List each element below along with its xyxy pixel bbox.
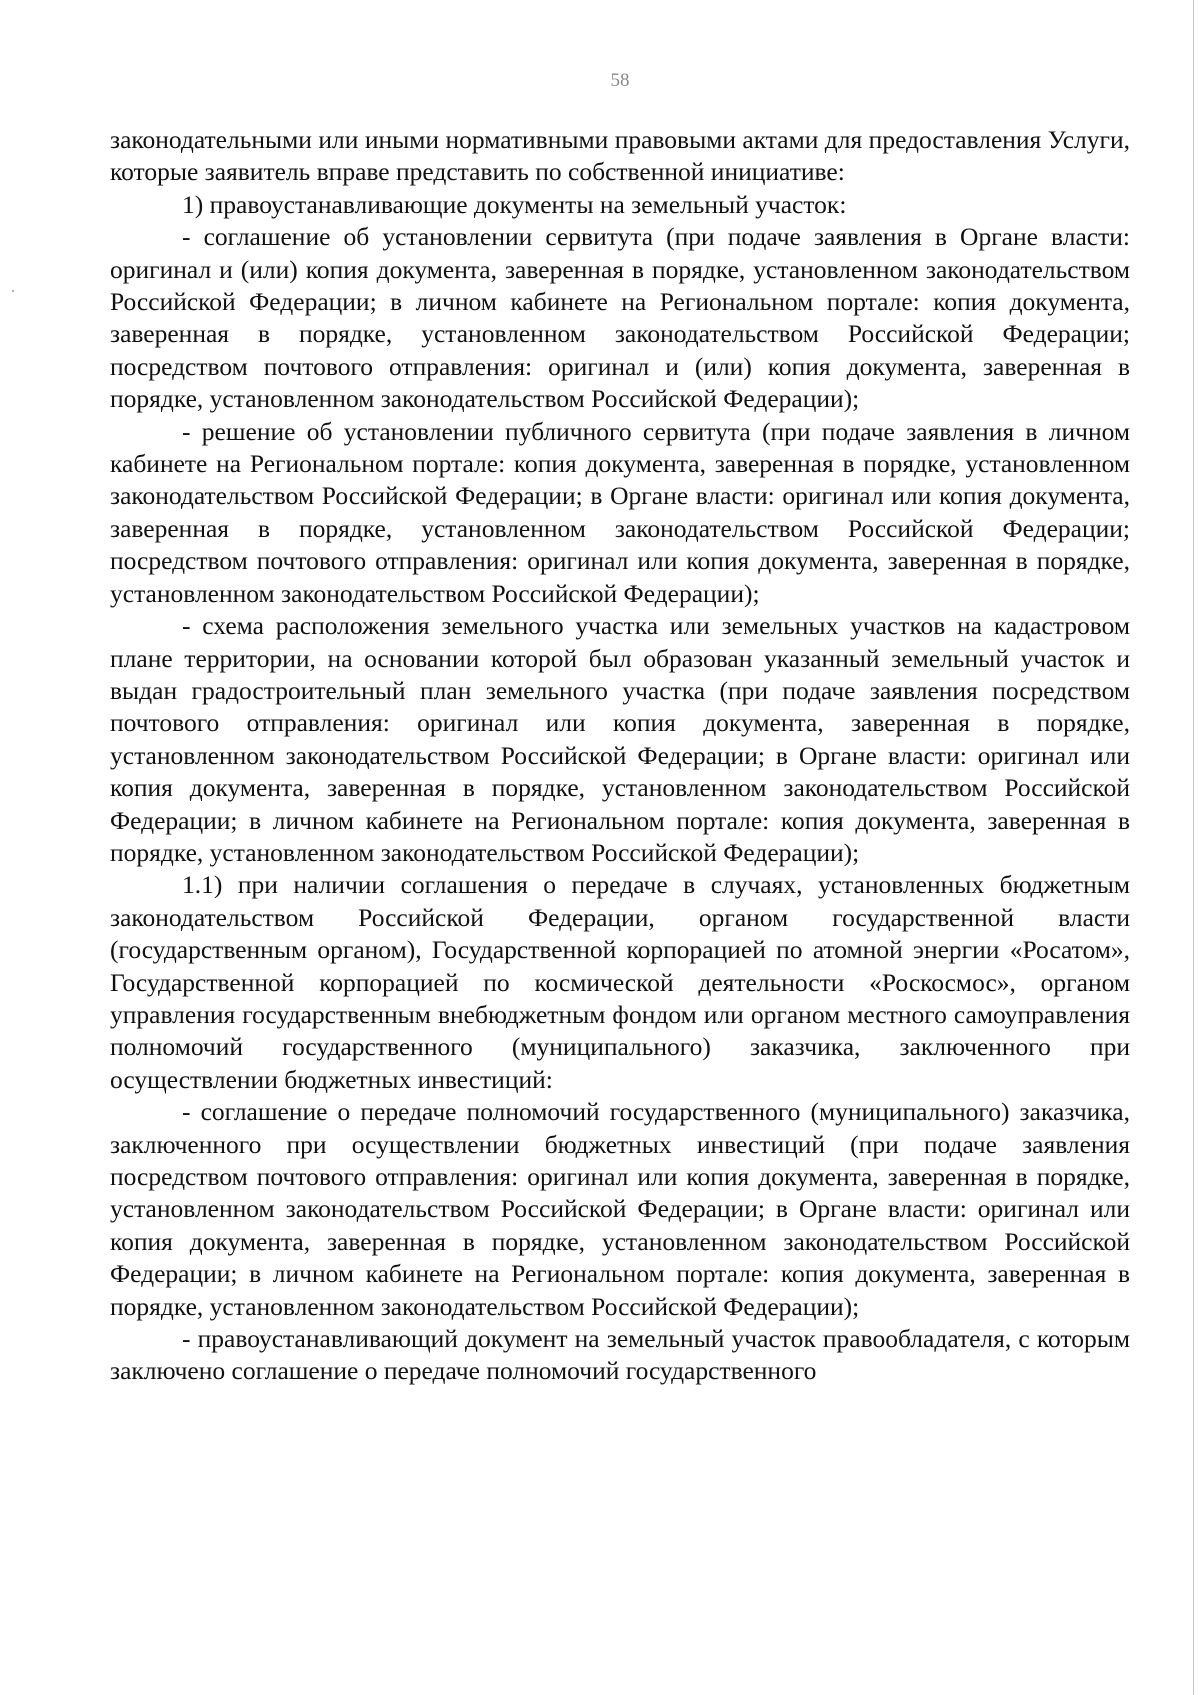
- paragraph-title-document: - правоустанавливающий документ на земельный участок правообладателя, с которым заключено соглашение о передаче полномочий государственного: [110, 1324, 1130, 1386]
- paragraph-item-1: 1) правоустанавливающие документы на земельный участок:: [182, 189, 847, 219]
- scan-edge-line: [1193, 0, 1194, 1695]
- paragraph-public-servitude: - решение об установлении публичного сервитута (при подаче заявления в личном кабинете на Региональном портале: копия документа, заверенная в порядке, установленном законодательством Российской Федерации; в Органе власти: оригинал или копия документа, заверенная в порядке, установленном законодательством Российской Федерации; посредством почтового отправления: оригинал или копия документа, заверенная в порядке, установленном законодательством Российской Федерации);: [110, 416, 1130, 608]
- paragraph-servitude-agreement: - соглашение об установлении сервитута (при подаче заявления в Органе власти: оригинал и (или) копия документа, заверенная в порядке, установленном законодательством Российской Федерации; в личном кабинете на Региональном портале: копия документа, заверенная в порядке, установленном законодательством Российской Федерации; посредством почтового отправления: оригинал и (или) копия документа, заверенная в порядке, установленном законодательством Российской Федерации);: [110, 222, 1130, 414]
- paragraph-item-1-1: 1.1) при наличии соглашения о передаче в случаях, установленных бюджетным законодательством Российской Федерации, органом государственной власти (государственным органом), Государственной корпорацией по атомной энергии «Росатом», Государственной корпорацией по космической деятельности «Роскосмос», органом управления государственным внебюджетным фондом или органом местного самоуправления полномочий государственного (муниципального) заказчика, заключенного при осуществлении бюджетных инвестиций:: [110, 870, 1130, 1094]
- page-number: 58: [610, 70, 630, 91]
- paragraph-land-scheme: - схема расположения земельного участка или земельных участков на кадастровом плане территории, на основании которой был образован указанный земельный участок и выдан градостроительный план земельного участка (при подаче заявления посредством почтового отправления: оригинал или копия документа, заверенная в порядке, установленном законодательством Российской Федерации; в Органе власти: оригинал или копия документа, заверенная в порядке, установленном законодательством Российской Федерации; в личном кабинете на Региональном портале: копия документа, заверенная в порядке, установленном законодательством Российской Федерации);: [110, 611, 1130, 867]
- scan-speck: [12, 290, 14, 292]
- paragraph-continuation: законодательными или иными нормативными правовыми актами для предоставления Услуги, которые заявитель вправе представить по собственной инициативе:: [110, 125, 1130, 187]
- document-body: [110, 124, 1130, 1388]
- paragraph-powers-agreement: - соглашение о передаче полномочий государственного (муниципального) заказчика, заключенного при осуществлении бюджетных инвестиций (при подаче заявления посредством почтового отправления: оригинал или копия документа, заверенная в порядке, установленном законодательством Российской Федерации; в Органе власти: оригинал или копия документа, заверенная в порядке, установленном законодательством Российской Федерации; в личном кабинете на Региональном портале: копия документа, заверенная в порядке, установленном законодательством Российской Федерации);: [110, 1097, 1130, 1321]
